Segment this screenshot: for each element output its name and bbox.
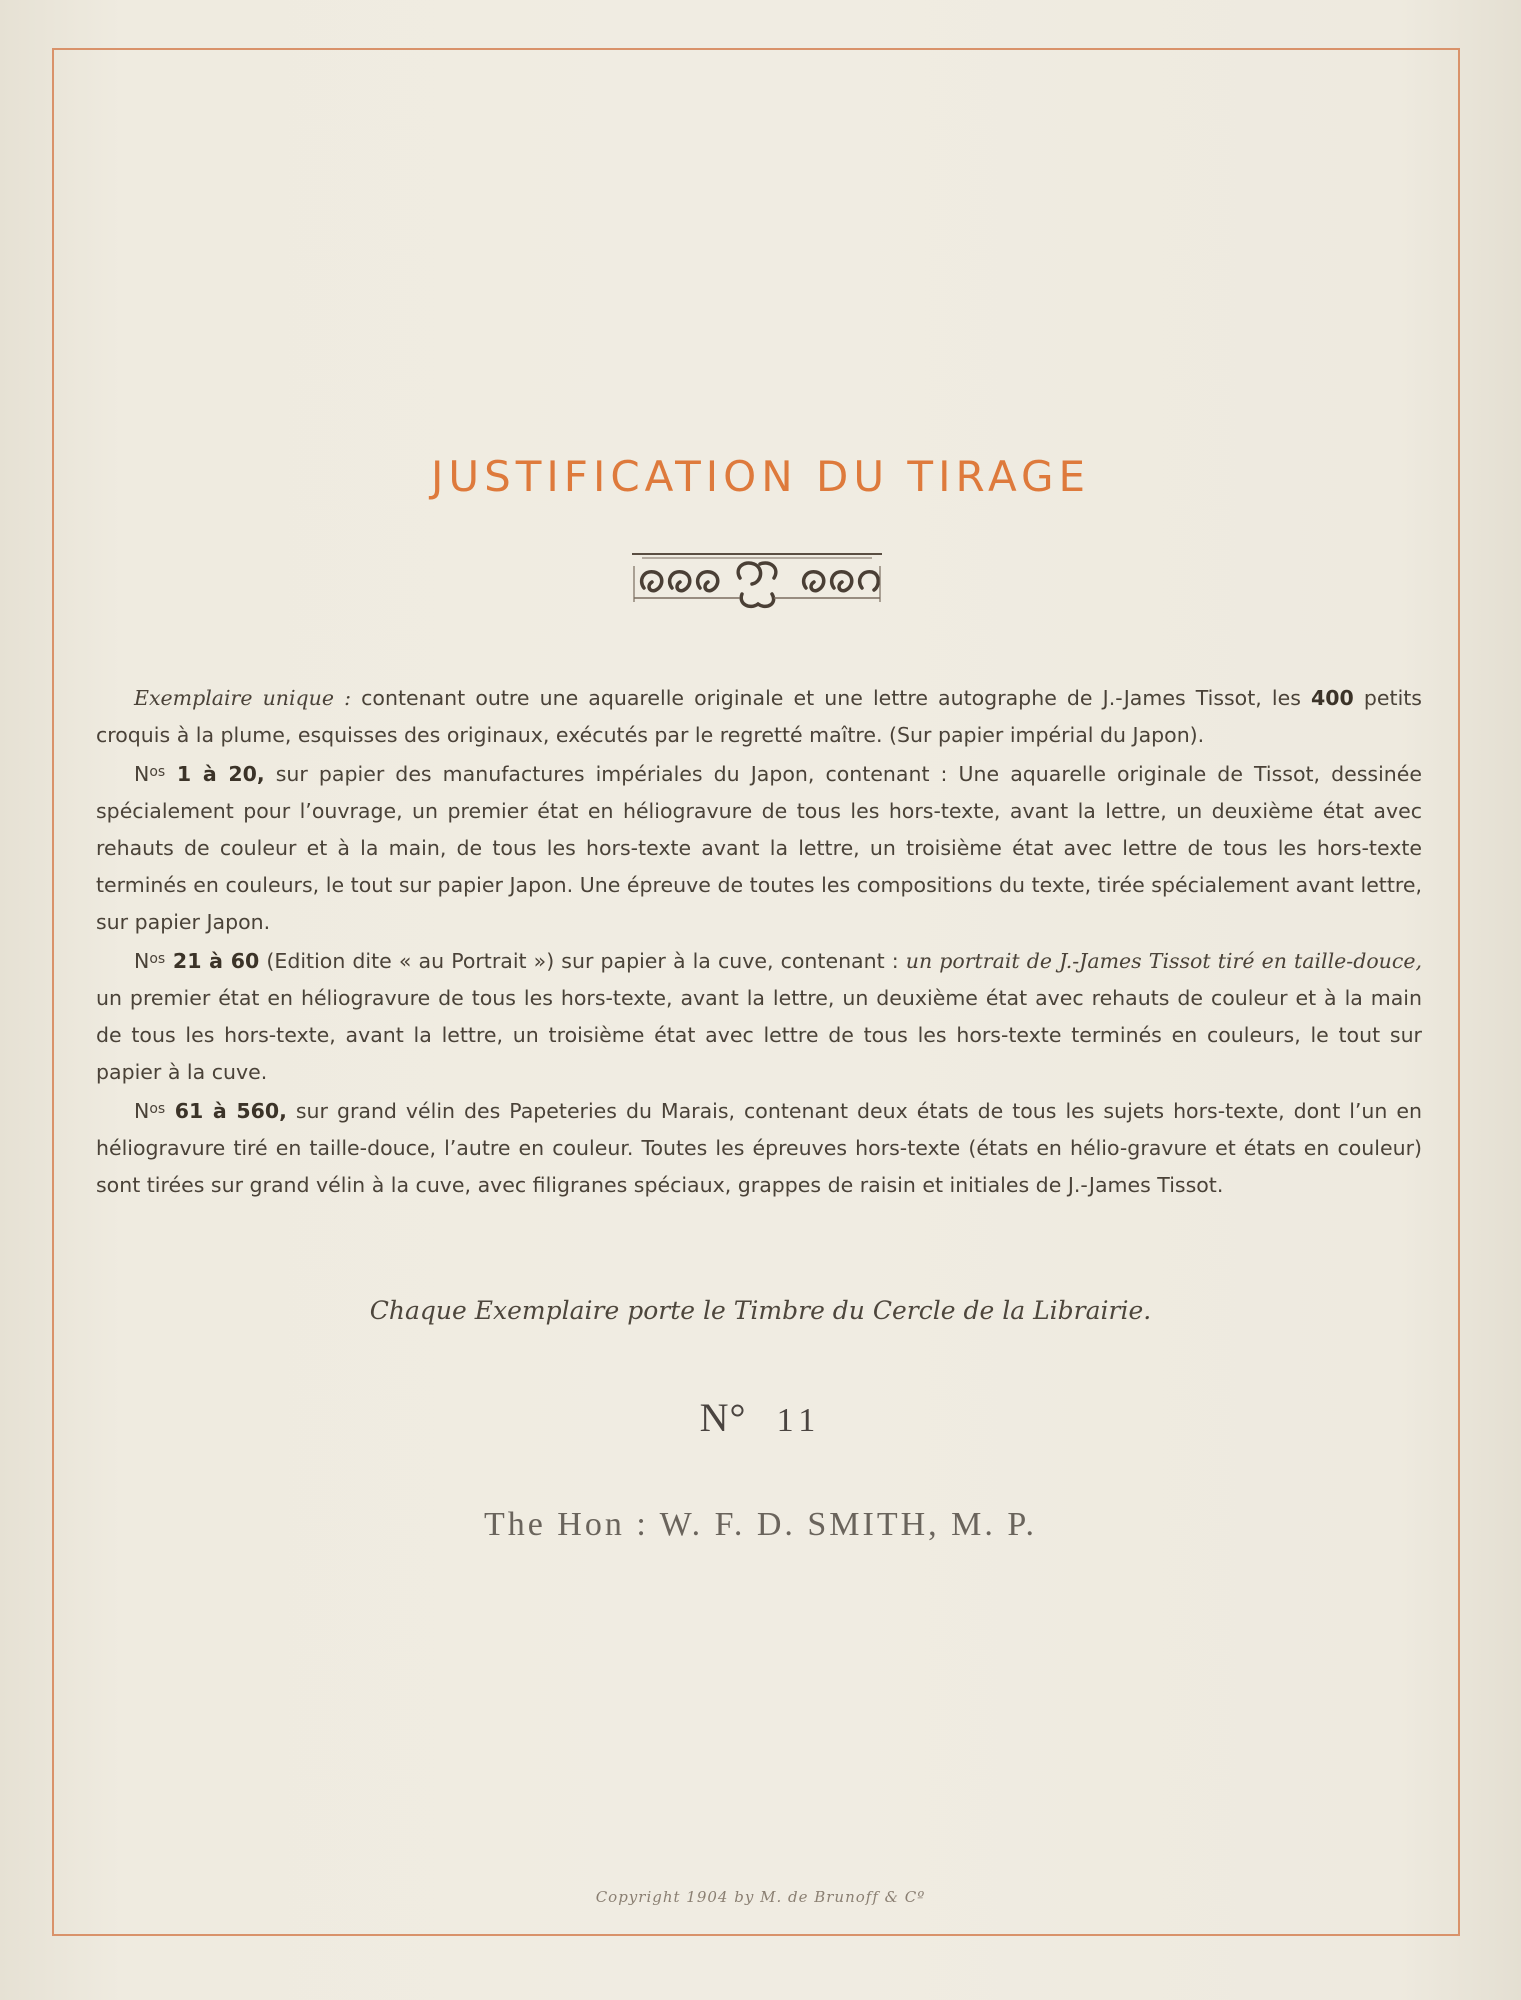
justification-body	[96, 680, 1422, 1204]
paragraph3-italic: un portrait de J.-James Tissot tiré en taille-douce,	[905, 949, 1422, 973]
paragraph4-range: 61 à 560,	[165, 1099, 287, 1123]
paragraph-nos-21-60	[96, 941, 1422, 1091]
stamp-statement: Chaque Exemplaire porte le Timbre du Cercle de la Librairie.	[369, 1296, 1152, 1325]
paragraph4-text: sur grand vélin des Papeteries du Marais, contenant deux états de tous les sujets hors-texte, dont l’un en héliogravure tiré en taille-douce, l’autre en couleur. Toutes les épreuves hors-texte (états en hélio-gravure et états en couleur) sont tirées sur grand vélin à la cuve, avec filigranes spéciaux, grappes de raisin et initiales de J.-James Tissot.	[96, 1099, 1422, 1197]
paragraph1-count: 400	[1311, 686, 1354, 710]
paragraph2-text: sur papier des manufactures impériales du Japon, contenant : Une aquarelle originale de Tissot, dessinée spécialement pour l’ouvrage, un premier état en héliogravure de tous les hors-texte, avant la lettre, un deuxième état avec rehauts de couleur et à la main, de tous les hors-texte avant la lettre, un troisième état avec lettre de tous les hors-texte terminés en couleurs, le tout sur papier Japon. Une épreuve de toutes les compositions du texte, tirée spécialement avant lettre, sur papier Japon.	[96, 762, 1423, 934]
copy-number	[0, 1394, 1521, 1441]
paragraph3-text-a: (Edition dite « au Portrait ») sur papier à la cuve, contenant :	[259, 949, 906, 973]
paragraph1-text-a: contenant outre une aquarelle originale et une lettre autographe de J.-James Tissot, les	[351, 686, 1311, 710]
paragraph1-text-b: petits croquis à la plume, esquisses des originaux, exécutés par le regretté maître. (Sur papier impérial du Japon).	[96, 686, 1422, 747]
paragraph-nos-1-20	[96, 754, 1422, 941]
paragraph2-range: 1 à 20,	[165, 762, 265, 786]
owner-name: The Hon : W. F. D. SMITH, M. P.	[483, 1506, 1038, 1543]
number-value: 11	[776, 1402, 822, 1439]
number-label: N°	[699, 1395, 747, 1440]
paragraph-nos-61-560	[96, 1091, 1422, 1204]
paragraph3-sup: os	[149, 951, 166, 967]
page-title: JUSTIFICATION DU TIRAGE	[430, 452, 1091, 501]
paragraph3-text-b: un premier état en héliogravure de tous les hors-texte, avant la lettre, un deuxième état avec rehauts de couleur et à la main de tous les hors-texte, avant la lettre, un troisième état avec lettre de tous les hors-texte terminés en couleurs, le tout sur papier à la cuve.	[96, 986, 1422, 1084]
paragraph3-range: 21 à 60	[165, 949, 260, 973]
lead-exemplaire-unique: Exemplaire unique :	[134, 686, 352, 710]
paragraph4-sup: os	[149, 1101, 166, 1117]
paragraph2-prefix: N	[134, 762, 150, 786]
paragraph2-sup: os	[149, 764, 166, 780]
paragraph4-prefix: N	[134, 1099, 150, 1123]
scroll-ornament-icon	[630, 548, 884, 614]
paragraph3-prefix: N	[134, 949, 150, 973]
paragraph-exemplaire-unique	[96, 680, 1422, 754]
copyright-line: Copyright 1904 by M. de Brunoff & Cº	[595, 1888, 926, 1906]
